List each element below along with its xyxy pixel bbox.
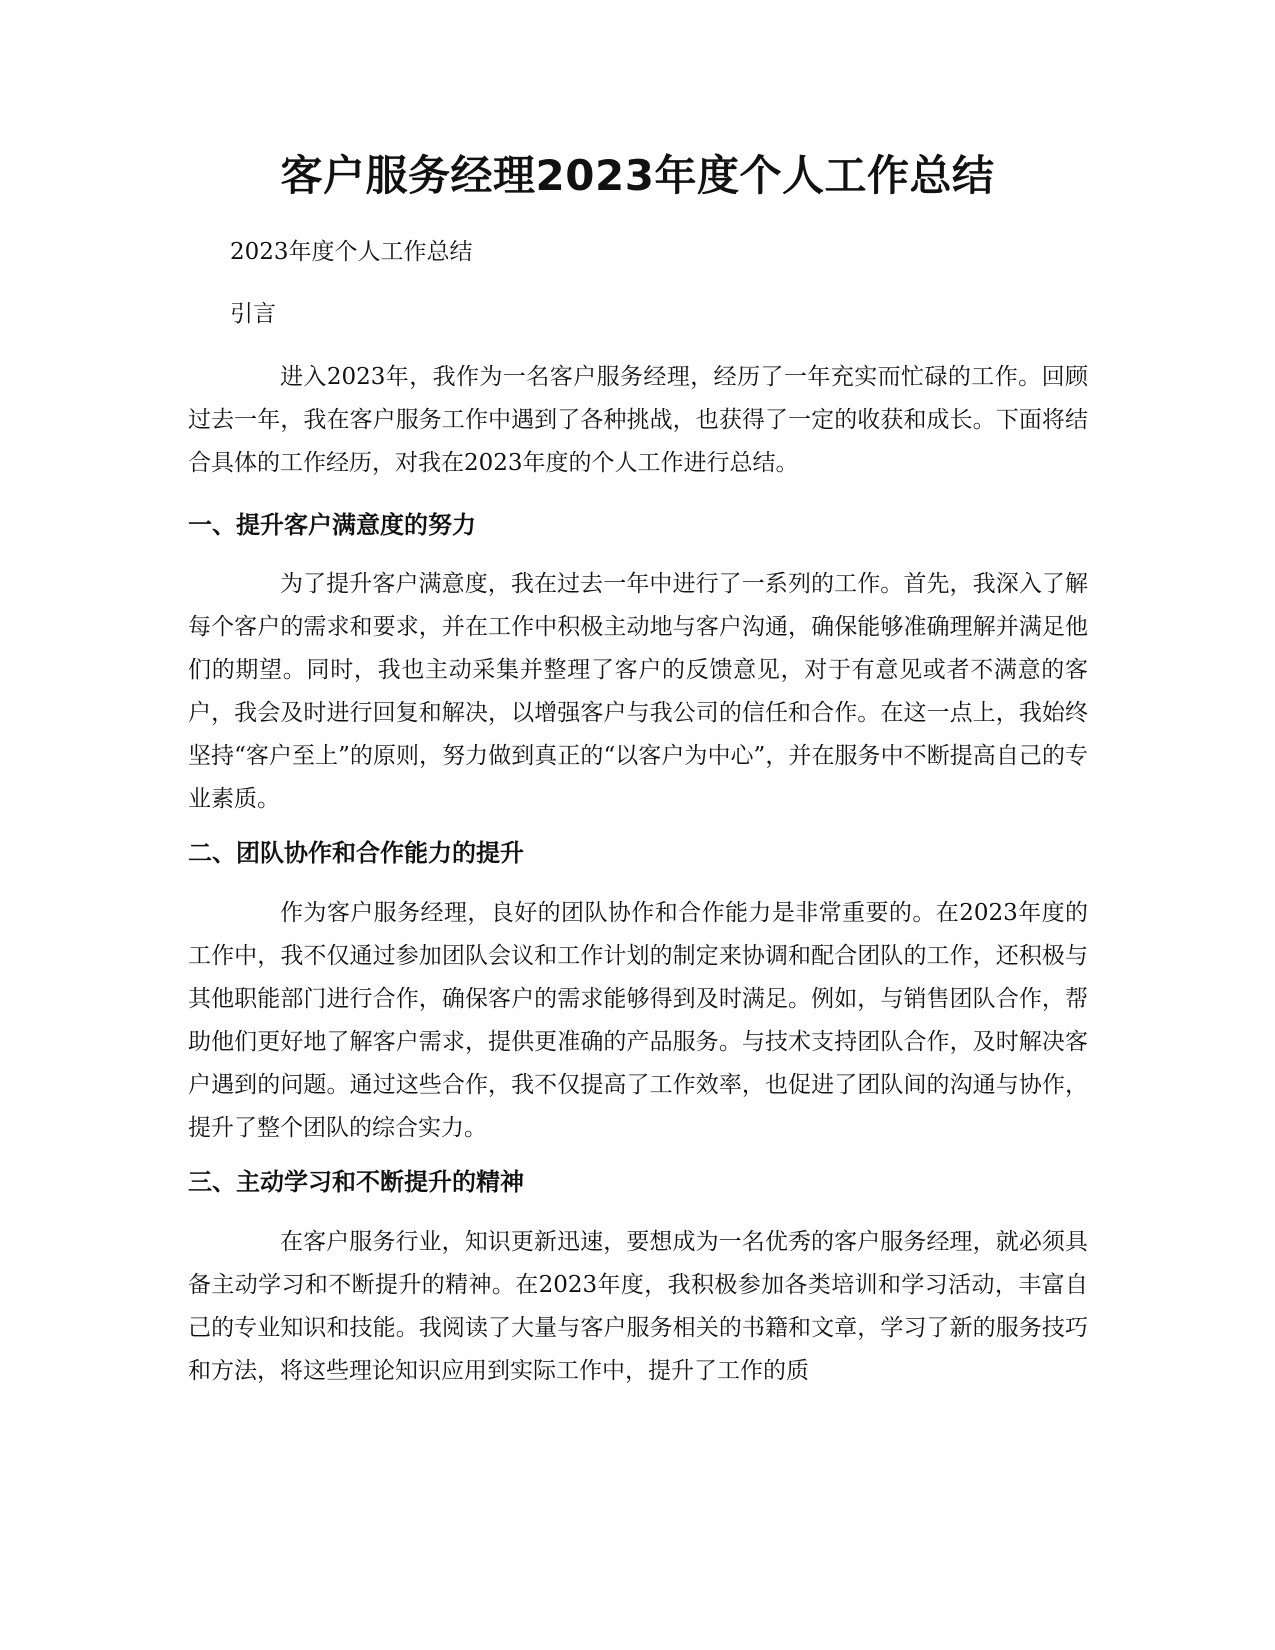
section-paragraph-3: 在客户服务行业，知识更新迅速，要想成为一名优秀的客户服务经理，就必须具备主动学习和不断提升的精神。在2023年度，我积极参加各类培训和学习活动，丰富自己的专业知识和技能。我阅读了大量与客户服务相关的书籍和文章，学习了新的服务技巧和方法，将这些理论知识应用到实际工作中，提升了工作的质 — [188, 1229, 1088, 1384]
section-heading-1: 一、提升客户满意度的努力 — [188, 511, 476, 539]
section-heading-3: 三、主动学习和不断提升的精神 — [188, 1168, 524, 1196]
document-title: 客户服务经理2023年度个人工作总结 — [280, 151, 995, 200]
section-paragraph-1: 为了提升客户满意度，我在过去一年中进行了一系列的工作。首先，我深入了解每个客户的需求和要求，并在工作中积极主动地与客户沟通，确保能够准确理解并满足他们的期望。同时，我也主动采集并整理了客户的反馈意见，对于有意见或者不满意的客户，我会及时进行回复和解决，以增强客户与我公司的信任和合作。在这一点上，我始终坚持“客户至上”的原则，努力做到真正的“以客户为中心”，并在服务中不断提高自己的专业素质。 — [188, 571, 1088, 812]
section-paragraph-2: 作为客户服务经理，良好的团队协作和合作能力是非常重要的。在2023年度的工作中，我不仅通过参加团队会议和工作计划的制定来协调和配合团队的工作，还积极与其他职能部门进行合作，确保客户的需求能够得到及时满足。例如，与销售团队合作，帮助他们更好地了解客户需求，提供更准确的产品服务。与技术支持团队合作，及时解决客户遇到的问题。通过这些合作，我不仅提高了工作效率，也促进了团队间的沟通与协作，提升了整个团队的综合实力。 — [188, 900, 1088, 1141]
intro-paragraph: 进入2023年，我作为一名客户服务经理，经历了一年充实而忙碌的工作。回顾过去一年，我在客户服务工作中遇到了各种挑战，也获得了一定的收获和成长。下面将结合具体的工作经历，对我在2023年度的个人工作进行总结。 — [188, 364, 1088, 476]
section-heading-2: 二、团队协作和合作能力的提升 — [188, 839, 524, 867]
intro-label: 引言 — [230, 301, 276, 327]
document-subtitle: 2023年度个人工作总结 — [230, 239, 473, 265]
